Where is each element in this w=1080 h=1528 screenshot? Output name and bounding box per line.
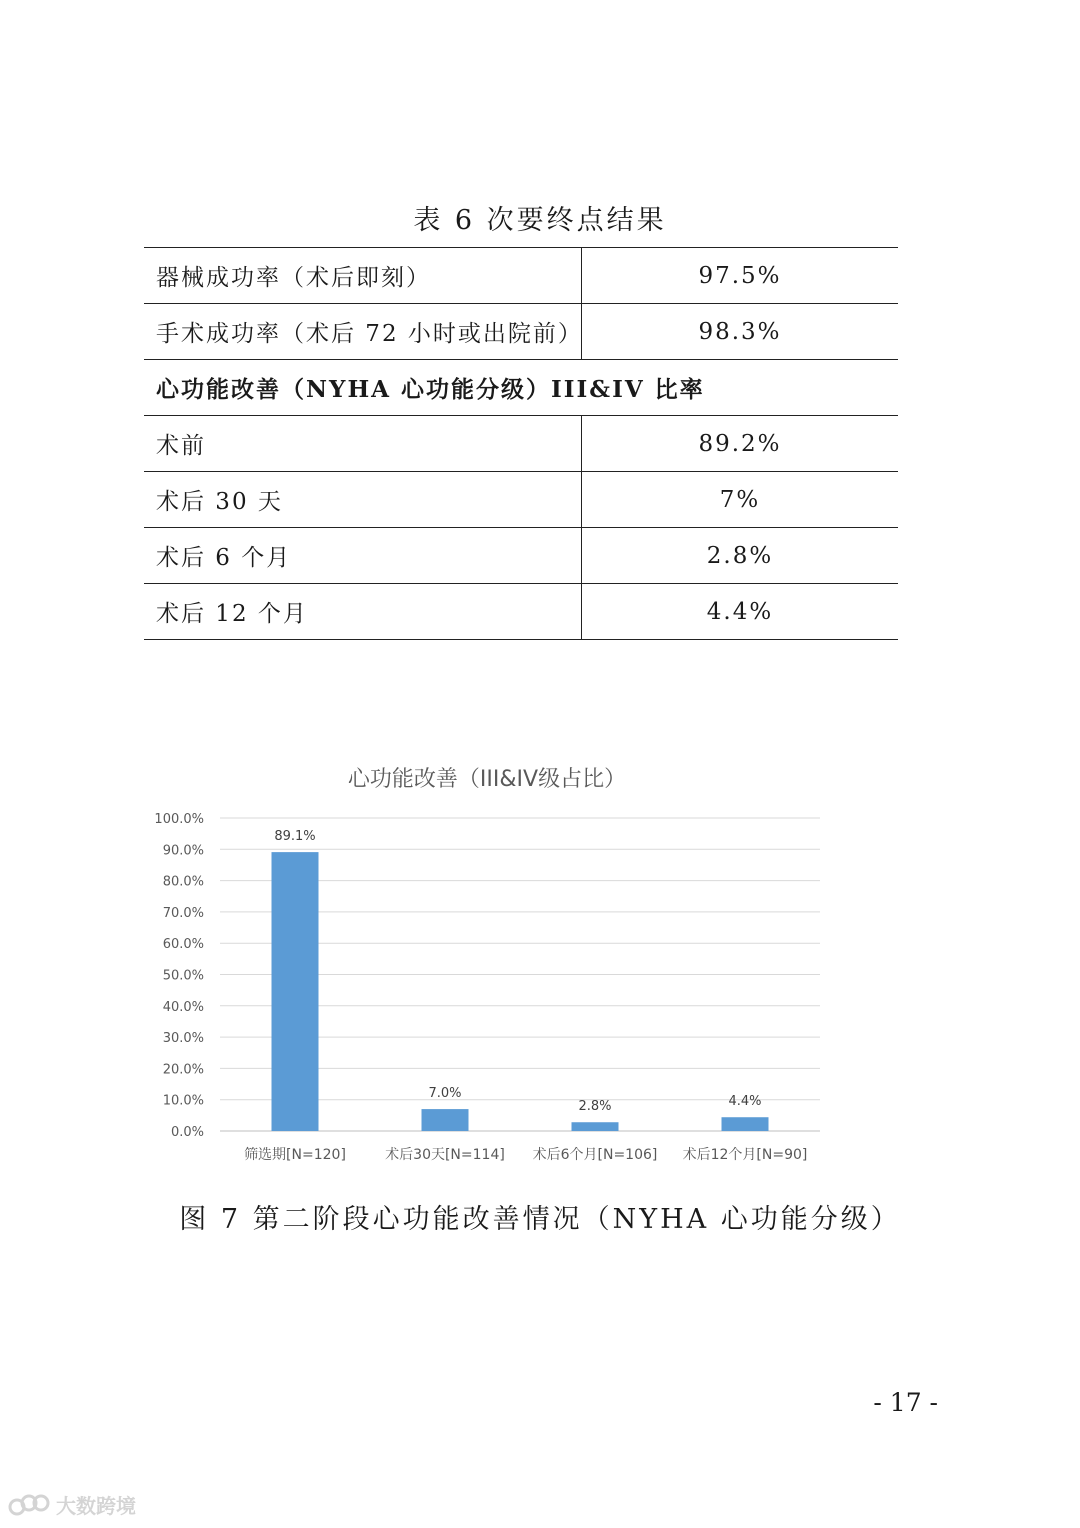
x-category-label: 术后12个月[N=90] bbox=[682, 1147, 808, 1163]
bar-data-label: 4.4% bbox=[728, 1094, 762, 1110]
y-tick-label: 40.0% bbox=[162, 999, 204, 1015]
figure-caption: 图 7 第二阶段心功能改善情况（NYHA 心功能分级） bbox=[179, 1204, 901, 1235]
table-row bbox=[144, 584, 898, 640]
y-tick-label: 50.0% bbox=[162, 968, 204, 984]
row-value: 98.3% bbox=[582, 304, 899, 360]
table-title: 表 6 次要终点结果 bbox=[413, 205, 667, 236]
y-tick-label: 0.0% bbox=[170, 1125, 204, 1140]
y-tick-label: 80.0% bbox=[162, 874, 204, 890]
chart-x-axis bbox=[244, 1146, 807, 1163]
brand-logo-icon bbox=[8, 1492, 50, 1518]
row-value: 97.5% bbox=[582, 248, 899, 304]
watermark-text: 大数跨境 bbox=[56, 1494, 136, 1518]
chart-title: 心功能改善（III&IV级占比） bbox=[347, 767, 627, 792]
secondary-endpoints-table bbox=[144, 247, 898, 640]
row-value: 89.2% bbox=[582, 416, 899, 472]
page-number: - 17 - bbox=[873, 1388, 938, 1417]
bar bbox=[572, 1122, 619, 1131]
row-label: 手术成功率（术后 72 小时或出院前） bbox=[144, 304, 582, 360]
row-label: 术后 6 个月 bbox=[144, 528, 582, 584]
x-category-label: 筛选期[N=120] bbox=[244, 1147, 346, 1163]
y-tick-label: 20.0% bbox=[162, 1062, 204, 1078]
row-label: 术后 30 天 bbox=[144, 472, 582, 528]
y-tick-label: 30.0% bbox=[162, 1031, 204, 1047]
watermark bbox=[8, 1490, 136, 1519]
y-tick-label: 90.0% bbox=[162, 843, 204, 859]
row-label: 术前 bbox=[144, 416, 582, 472]
bar bbox=[272, 852, 319, 1131]
table-section-header bbox=[144, 360, 898, 416]
bar-data-label: 89.1% bbox=[274, 829, 316, 845]
table-row bbox=[144, 528, 898, 584]
row-value: 4.4% bbox=[582, 584, 899, 640]
section-header-label: 心功能改善（NYHA 心功能分级）III&IV 比率 bbox=[144, 360, 898, 416]
row-value: 7% bbox=[582, 472, 899, 528]
bar bbox=[422, 1109, 469, 1131]
bar-chart bbox=[130, 752, 850, 1172]
row-label: 术后 12 个月 bbox=[144, 584, 582, 640]
bar-data-label: 7.0% bbox=[428, 1086, 462, 1102]
chart-y-axis bbox=[154, 812, 204, 1140]
y-tick-label: 100.0% bbox=[154, 812, 204, 827]
y-tick-label: 60.0% bbox=[162, 937, 204, 953]
y-tick-label: 10.0% bbox=[162, 1093, 204, 1109]
row-label: 器械成功率（术后即刻） bbox=[144, 248, 582, 304]
bar-data-label: 2.8% bbox=[578, 1099, 612, 1115]
bar bbox=[722, 1117, 769, 1131]
table-row bbox=[144, 304, 898, 360]
y-tick-label: 70.0% bbox=[162, 905, 204, 921]
chart-svg bbox=[130, 752, 850, 1172]
x-category-label: 术后30天[N=114] bbox=[385, 1147, 505, 1163]
row-value: 2.8% bbox=[582, 528, 899, 584]
table-row bbox=[144, 472, 898, 528]
chart-bars bbox=[272, 829, 769, 1131]
x-category-label: 术后6个月[N=106] bbox=[532, 1147, 658, 1163]
table-row bbox=[144, 416, 898, 472]
table-row bbox=[144, 248, 898, 304]
